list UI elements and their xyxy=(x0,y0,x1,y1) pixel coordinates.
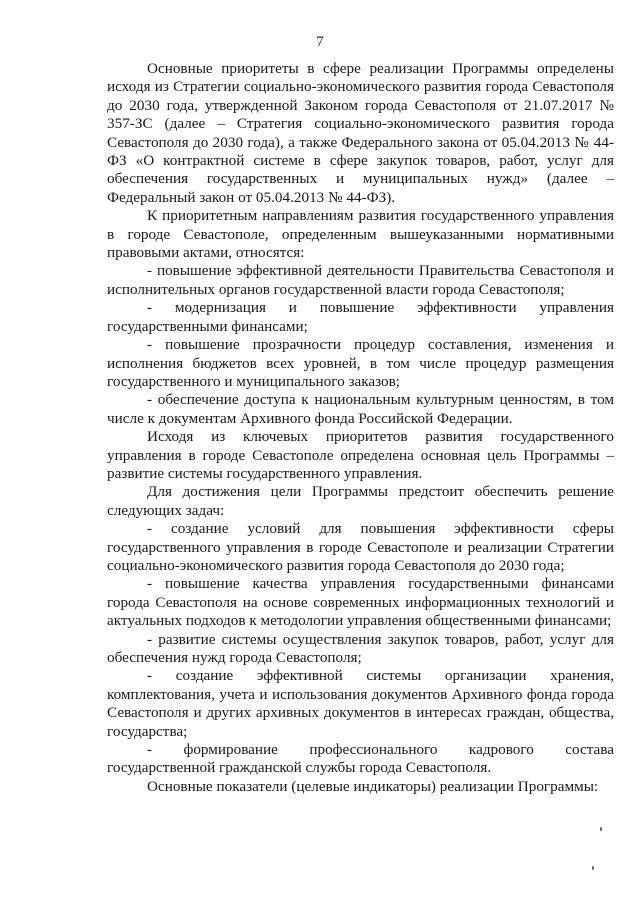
paragraph-goal: Исходя из ключевых приоритетов развития государственного управления в городе Севастополе определена основная цель Программы – развитие системы государственного управления. xyxy=(107,428,614,482)
scan-speck xyxy=(600,827,602,831)
list-item: - повышение прозрачности процедур составления, изменения и исполнения бюджетов всех уровней, в том числе процедур размещения государственного и муниципального заказов; xyxy=(107,336,614,390)
list-item: - развитие системы осуществления закупок товаров, работ, услуг для обеспечения нужд города Севастополя; xyxy=(107,630,614,666)
list-item: - модернизация и повышение эффективности управления государственными финансами; xyxy=(107,299,614,335)
list-item: - создание условий для повышения эффективности сферы государственного управления в городе Севастополе и реализации Стратегии социально-экономического развития города Севастополя до 2030 года; xyxy=(107,520,614,574)
list-item: - обеспечение доступа к национальным культурным ценностям, в том числе к документам Архивного фонда Российской Федерации. xyxy=(107,391,614,427)
list-item: - повышение качества управления государственными финансами города Севастополя на основе современных информационных технологий и актуальных подходов к методологии управления общественными финансами; xyxy=(107,575,614,630)
list-item: - создание эффективной системы организации хранения, комплектования, учета и использования документов Архивного фонда города Севастополя и других архивных документов в интересах граждан, общества, государства; xyxy=(107,667,614,740)
list-item: - повышение эффективной деятельности Правительства Севастополя и исполнительных органов государственной власти города Севастополя; xyxy=(107,262,614,298)
paragraph-indicators: Основные показатели (целевые индикаторы) реализации Программы: xyxy=(147,777,599,795)
page-number: 7 xyxy=(316,34,324,50)
paragraph-tasks-intro: Для достижения цели Программы предстоит обеспечить решение следующих задач: xyxy=(107,483,614,519)
scan-speck xyxy=(592,866,594,870)
paragraph-directions: К приоритетным направлениям развития государственного управления в городе Севастополе, определенным вышеуказанными нормативными правовыми актами, относятся: xyxy=(107,207,614,262)
document-body xyxy=(107,60,614,796)
list-item: - формирование профессионального кадрового состава государственной гражданской службы города Севастополя. xyxy=(107,741,614,777)
paragraph-priorities: Основные приоритеты в сфере реализации Программы определены исходя из Стратегии социально-экономического развития города Севастополя до 2030 года, утвержденной Законом города Севастополя от 21.07.2017 № 357-ЗС (далее – Стратегия социально-экономического развития города Севастополя до 2030 года), а также Федерального закона от 05.04.2013 № 44-ФЗ «О контрактной системе в сфере закупок товаров, работ, услуг для обеспечения государственных и муниципальных нужд» (далее – Федеральный закон от 05.04.2013 № 44-ФЗ). xyxy=(107,60,614,206)
